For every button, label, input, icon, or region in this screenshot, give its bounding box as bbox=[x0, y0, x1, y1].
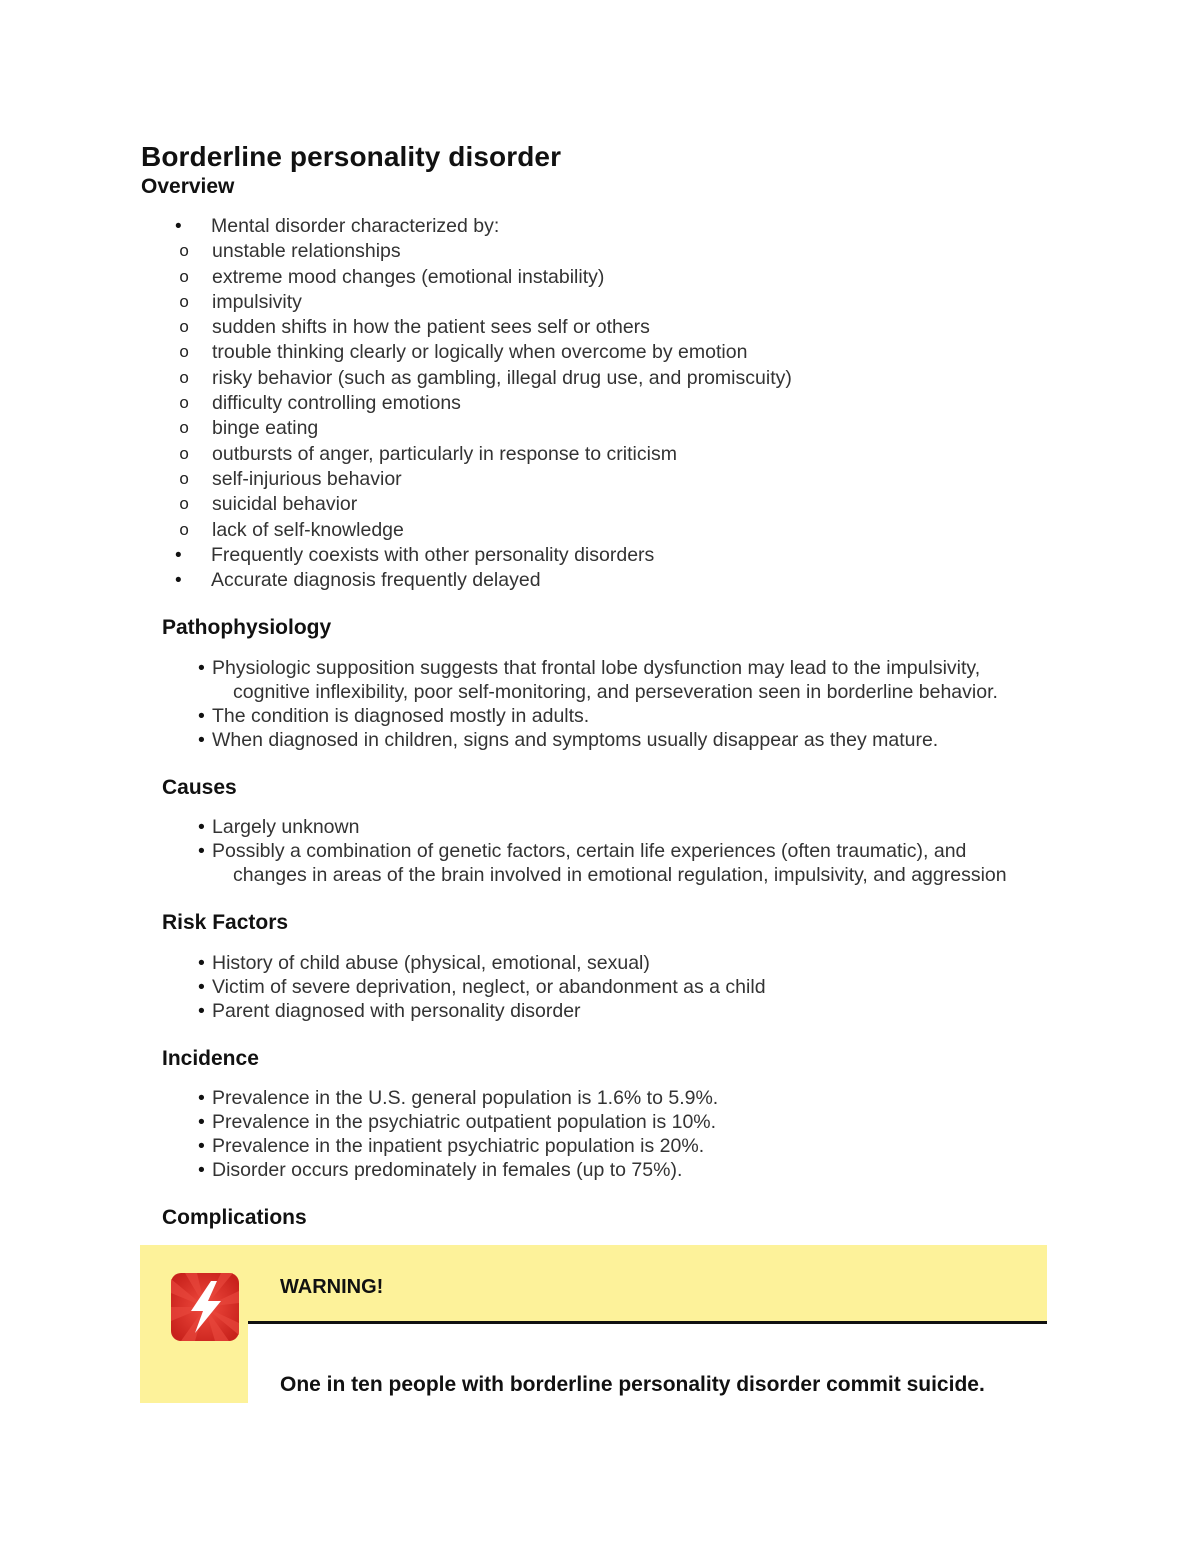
warning-callout bbox=[140, 1245, 1047, 1403]
sub-list-item bbox=[141, 366, 1141, 391]
circle-bullet-icon: o bbox=[179, 521, 190, 541]
pathophysiology-list bbox=[198, 656, 1078, 752]
list-item-text: Disorder occurs predominately in females (up to 75%). bbox=[212, 1159, 683, 1181]
warning-label: WARNING! bbox=[280, 1276, 384, 1298]
sub-list-item bbox=[141, 340, 1141, 365]
sub-item-text: binge eating bbox=[212, 417, 319, 440]
sub-list-item bbox=[141, 239, 1141, 264]
list-item-text: Victim of severe deprivation, neglect, or abandonment as a child bbox=[212, 976, 766, 998]
list-item-text: Prevalence in the psychiatric outpatient population is 10%. bbox=[212, 1111, 717, 1133]
list-item-text: Prevalence in the inpatient psychiatric population is 20%. bbox=[212, 1135, 705, 1157]
list-item-text: When diagnosed in children, signs and symptoms usually disappear as they mature. bbox=[212, 729, 939, 751]
overview-item bbox=[141, 214, 1141, 239]
sub-item-text: unstable relationships bbox=[212, 240, 401, 263]
list-item bbox=[198, 975, 1078, 999]
pathophysiology-heading: Pathophysiology bbox=[162, 616, 332, 639]
circle-bullet-icon: o bbox=[179, 496, 190, 516]
sub-item-text: outbursts of anger, particularly in response to criticism bbox=[212, 442, 677, 465]
circle-bullet-icon: o bbox=[179, 445, 190, 465]
bullet-icon: • bbox=[198, 1087, 205, 1109]
list-item-continuation: cognitive inflexibility, poor self-monitoring, and perseveration seen in borderline behavior. bbox=[233, 681, 998, 703]
bullet-icon: • bbox=[198, 705, 205, 727]
bullet-icon: • bbox=[198, 976, 205, 998]
overview-sublist bbox=[141, 239, 1141, 543]
bullet-icon: • bbox=[198, 840, 205, 862]
sub-list-item bbox=[141, 315, 1141, 340]
sub-item-text: self-injurious behavior bbox=[212, 467, 402, 490]
complications-heading: Complications bbox=[162, 1206, 307, 1229]
sub-item-text: risky behavior (such as gambling, illegal drug use, and promiscuity) bbox=[212, 366, 792, 389]
list-item-text: Largely unknown bbox=[212, 816, 360, 838]
bullet-icon: • bbox=[198, 1135, 205, 1157]
list-item bbox=[198, 1110, 1078, 1134]
sub-list-item bbox=[141, 492, 1141, 517]
circle-bullet-icon: o bbox=[179, 293, 190, 313]
circle-bullet-icon: o bbox=[179, 395, 190, 415]
bullet-icon: • bbox=[198, 1000, 205, 1022]
circle-bullet-icon: o bbox=[179, 420, 190, 440]
list-item bbox=[198, 815, 1078, 839]
risk-factors-heading: Risk Factors bbox=[162, 911, 289, 934]
bullet-icon: • bbox=[198, 952, 205, 974]
sub-list-item bbox=[141, 416, 1141, 441]
sub-list-item bbox=[141, 391, 1141, 416]
causes-heading: Causes bbox=[162, 776, 237, 799]
overview-item-text: Accurate diagnosis frequently delayed bbox=[211, 569, 541, 592]
overview-item-text: Mental disorder characterized by: bbox=[211, 215, 500, 237]
circle-bullet-icon: o bbox=[179, 470, 190, 490]
list-item-text: Parent diagnosed with personality disorder bbox=[212, 1000, 581, 1022]
sub-list-item bbox=[141, 467, 1141, 492]
causes-list bbox=[198, 815, 1078, 887]
list-item-text: Physiologic supposition suggests that frontal lobe dysfunction may lead to the impulsivity, bbox=[212, 657, 981, 679]
list-item bbox=[198, 1086, 1078, 1110]
overview-heading: Overview bbox=[141, 175, 235, 198]
overview-item-text: Frequently coexists with other personality disorders bbox=[211, 543, 655, 566]
sub-item-text: lack of self-knowledge bbox=[212, 518, 404, 541]
sub-item-text: impulsivity bbox=[212, 290, 302, 313]
bullet-icon: • bbox=[198, 1111, 205, 1133]
list-item bbox=[198, 656, 1078, 704]
sub-item-text: difficulty controlling emotions bbox=[212, 392, 461, 415]
circle-bullet-icon: o bbox=[179, 268, 190, 288]
sub-list-item bbox=[141, 442, 1141, 467]
sub-item-text: suicidal behavior bbox=[212, 493, 358, 516]
list-item-continuation: changes in areas of the brain involved in emotional regulation, impulsivity, and aggression bbox=[233, 864, 1007, 886]
document-title: Borderline personality disorder bbox=[141, 141, 562, 172]
bullet-icon: • bbox=[198, 657, 205, 679]
sub-list-item bbox=[141, 265, 1141, 290]
bullet-icon: • bbox=[198, 1159, 205, 1181]
risk-factors-list bbox=[198, 951, 1078, 1023]
list-item bbox=[198, 704, 1078, 728]
circle-bullet-icon: o bbox=[179, 319, 190, 339]
list-item-text: Prevalence in the U.S. general population is 1.6% to 5.9%. bbox=[212, 1087, 719, 1109]
bullet-icon: • bbox=[175, 570, 182, 592]
bullet-icon: • bbox=[175, 216, 182, 237]
circle-bullet-icon: o bbox=[179, 369, 190, 389]
list-item-text: The condition is diagnosed mostly in adults. bbox=[212, 705, 590, 727]
bullet-icon: • bbox=[198, 729, 205, 751]
circle-bullet-icon: o bbox=[179, 243, 190, 263]
circle-bullet-icon: o bbox=[179, 344, 190, 364]
list-item-text: History of child abuse (physical, emotional, sexual) bbox=[212, 952, 650, 974]
sub-item-text: trouble thinking clearly or logically when overcome by emotion bbox=[212, 341, 748, 364]
bullet-icon: • bbox=[198, 816, 205, 838]
list-item bbox=[198, 1134, 1078, 1158]
list-item bbox=[198, 999, 1078, 1023]
incidence-list bbox=[198, 1086, 1078, 1182]
list-item bbox=[198, 951, 1078, 975]
overview-list bbox=[141, 214, 1141, 593]
lightning-icon bbox=[171, 1273, 239, 1341]
list-item bbox=[198, 728, 1078, 752]
warning-divider bbox=[248, 1321, 1047, 1324]
sub-item-text: sudden shifts in how the patient sees self or others bbox=[212, 316, 650, 339]
sub-list-item bbox=[141, 290, 1141, 315]
sub-item-text: extreme mood changes (emotional instability) bbox=[212, 265, 605, 288]
overview-item bbox=[141, 568, 1141, 593]
warning-text: One in ten people with borderline personality disorder commit suicide. bbox=[280, 1373, 985, 1396]
sub-list-item bbox=[141, 518, 1141, 543]
list-item bbox=[198, 839, 1078, 887]
bullet-icon: • bbox=[175, 544, 182, 566]
list-item-text: Possibly a combination of genetic factors, certain life experiences (often traumatic), and bbox=[212, 840, 967, 862]
overview-item bbox=[141, 543, 1141, 568]
incidence-heading: Incidence bbox=[162, 1047, 259, 1070]
list-item bbox=[198, 1158, 1078, 1182]
